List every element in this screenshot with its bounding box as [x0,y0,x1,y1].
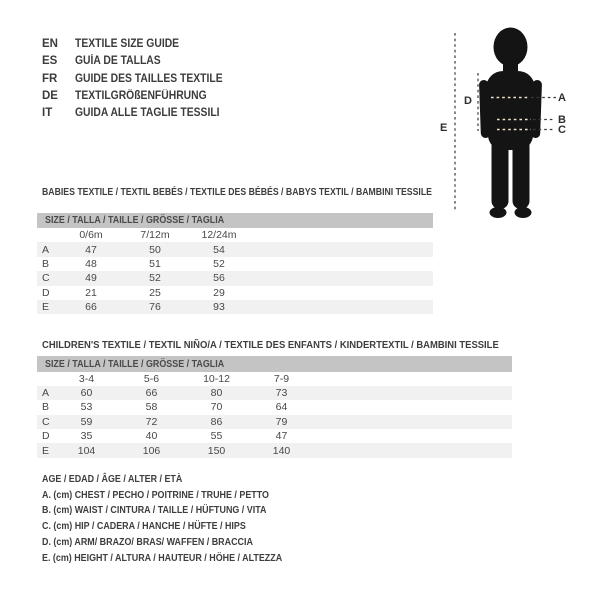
lang-code: EN [42,38,58,51]
size-value: 59 [80,415,93,428]
size-value: 50 [149,243,161,256]
size-value: 52 [149,272,161,285]
size-value: 29 [213,286,225,299]
table-row [37,257,433,271]
legend-age-line [42,471,325,487]
size-value: 73 [275,387,288,400]
legend-item-height [42,550,325,566]
size-value: 80 [210,387,223,400]
row-label: A [42,387,50,400]
age-column-header: 3-4 [78,372,95,385]
lang-row-de [42,87,239,104]
size-value: 70 [210,401,223,414]
table-row [37,415,512,429]
table-row [37,386,512,400]
size-header-label: SIZE / TALLA / TAILLE / GRÖSSE / TAGLIA [45,214,225,227]
lang-title: TEXTILGRÖßENFÜHRUNG [75,90,207,103]
size-header-label: SIZE / TALLA / TAILLE / GRÖSSE / TAGLIA [45,357,225,370]
lang-code: IT [42,107,53,120]
figure-label-hip: C [558,124,566,137]
size-value: 35 [80,430,93,443]
babies-section-title [42,187,512,198]
lang-code: FR [42,72,58,85]
size-value: 72 [145,415,158,428]
size-value: 66 [145,387,158,400]
row-label: D [42,430,50,443]
row-label: C [42,415,50,428]
size-value: 54 [213,243,225,256]
children-size-header-bar [37,356,512,372]
size-value: 25 [149,286,161,299]
legend-item-waist [42,503,325,519]
table-row [37,400,512,414]
table-row [37,429,512,443]
babies-table [37,228,433,314]
legend-age-text: AGE / EDAD / ÂGE / ALTER / ETÀ [42,472,183,485]
row-label: E [42,301,50,314]
lang-title: GUIDA ALLE TAGLIE TESSILI [75,107,220,120]
row-label: A [42,243,50,256]
row-label: B [42,257,50,270]
children-table [37,372,512,458]
size-value: 51 [149,257,161,270]
size-value: 86 [210,415,223,428]
figure-label-height: E [440,122,448,135]
size-value: 53 [80,401,93,414]
size-value: 49 [85,272,97,285]
measurement-legend [42,471,325,566]
size-value: 40 [145,430,158,443]
size-value: 56 [213,272,225,285]
size-value: 79 [275,415,288,428]
age-column-header: 5-6 [143,372,160,385]
lang-row-en [42,36,239,53]
table-row [37,286,433,300]
legend-item-text: A. (cm) CHEST / PECHO / POITRINE / TRUHE / PETTO [42,488,269,501]
size-value: 47 [275,430,288,443]
row-label: C [42,272,50,285]
lang-title: GUIDE DES TAILLES TEXTILE [75,72,223,85]
figure-label-waist: B [558,114,566,127]
legend-item-arm [42,534,325,550]
babies-age-header-row [37,228,433,242]
size-value: 140 [272,444,291,457]
children-age-header-row [37,372,512,386]
lang-code: DE [42,90,58,103]
legend-item-hip [42,518,325,534]
lang-code: ES [42,55,58,68]
legend-item-text: E. (cm) HEIGHT / ALTURA / HAUTEUR / HÖHE / ALTEZZA [42,551,283,564]
babies-size-header-bar [37,213,433,229]
size-value: 48 [85,257,97,270]
size-value: 47 [85,243,97,256]
row-label: B [42,401,50,414]
legend-item-text: D. (cm) ARM/ BRAZO/ BRAS/ WAFFEN / BRACCIA [42,536,253,549]
figure-label-chest: A [558,91,566,104]
language-title-block [42,36,239,122]
lang-row-it [42,105,239,122]
figure-label-arm: D [464,95,472,108]
table-row [37,242,433,256]
size-value: 106 [142,444,161,457]
size-value: 52 [213,257,225,270]
lang-title: GUÍA DE TALLAS [75,55,161,68]
size-value: 58 [145,401,158,414]
size-value: 64 [275,401,288,414]
age-column-header: 7-9 [273,372,290,385]
children-title-text: CHILDREN'S TEXTILE / TEXTIL NIÑO/A / TEXTILE DES ENFANTS / KINDERTEXTIL / BAMBINI TESSILE [42,339,499,351]
size-value: 21 [85,286,97,299]
size-value: 150 [207,444,226,457]
lang-row-es [42,53,239,70]
age-column-header: 0/6m [79,229,103,242]
babies-title-text: BABIES TEXTILE / TEXTIL BEBÉS / TEXTILE DES BÉBÉS / BABYS TEXTIL / BAMBINI TESSILE [42,185,432,198]
age-column-header: 10-12 [203,372,230,385]
children-section-title [42,340,550,351]
age-column-header: 7/12m [140,229,170,242]
size-value: 93 [213,301,225,314]
size-value: 60 [80,387,93,400]
size-value: 76 [149,301,161,314]
legend-item-text: C. (cm) HIP / CADERA / HANCHE / HÜFTE / HIPS [42,520,246,533]
table-row [37,271,433,285]
size-value: 104 [77,444,96,457]
legend-item-chest [42,487,325,503]
size-value: 66 [85,301,97,314]
lang-title: TEXTILE SIZE GUIDE [75,38,180,51]
table-row [37,300,433,314]
table-row [37,443,512,457]
row-label: D [42,286,50,299]
row-label: E [42,444,50,457]
size-value: 55 [210,430,223,443]
legend-item-text: B. (cm) WAIST / CINTURA / TAILLE / HÜFTUNG / VITA [42,504,267,517]
age-column-header: 12/24m [201,229,237,242]
lang-row-fr [42,70,239,87]
